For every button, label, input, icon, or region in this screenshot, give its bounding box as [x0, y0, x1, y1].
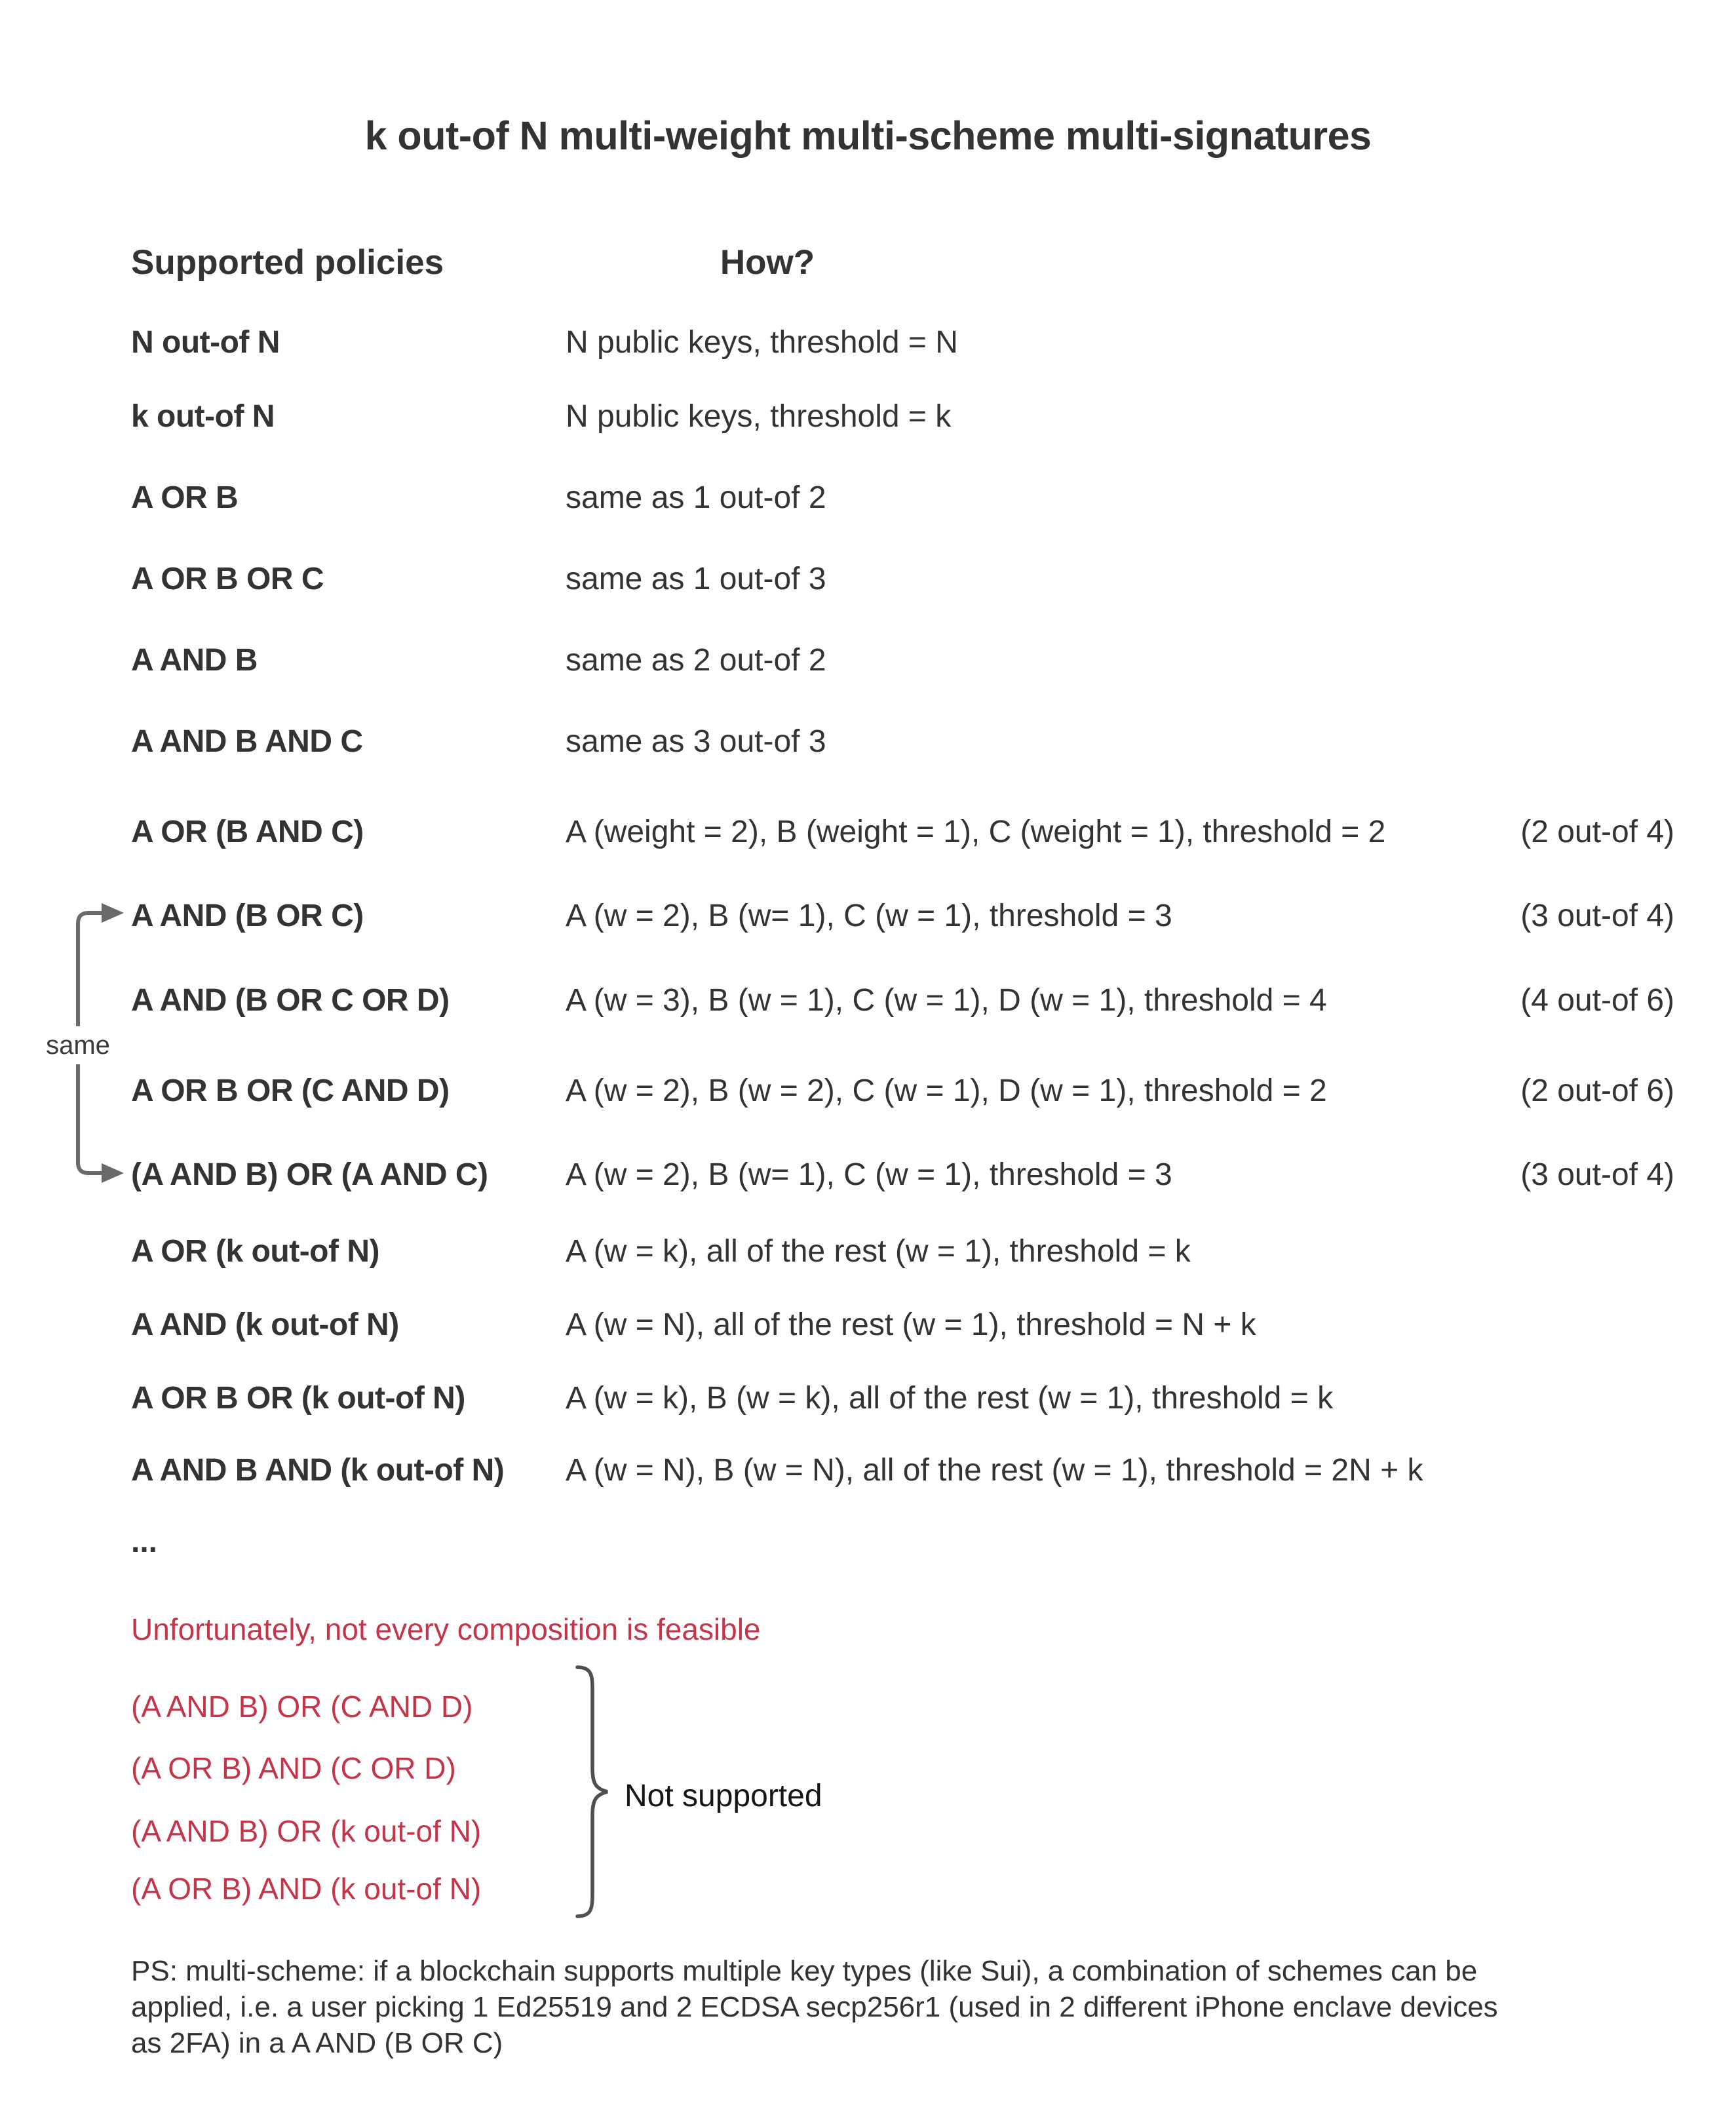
- policy-cell: A AND B: [131, 643, 258, 678]
- policy-cell: N out-of N: [131, 325, 280, 360]
- table-row: [131, 1379, 1674, 1418]
- arrow-down-right-icon: [102, 1163, 124, 1183]
- equivalent-threshold-cell: (4 out-of 6): [1520, 983, 1674, 1018]
- how-cell: A (w = 2), B (w = 2), C (w = 1), D (w = 1), threshold = 2: [566, 1073, 1327, 1108]
- ps-line: applied, i.e. a user picking 1 Ed25519 and 2 ECDSA secp256r1 (used in 2 different iPhone enclave devices: [131, 1991, 1498, 2023]
- ps-note: [131, 1953, 1658, 2061]
- how-cell: N public keys, threshold = N: [566, 325, 958, 360]
- table-row: [131, 1155, 1674, 1195]
- how-cell: A (w = N), all of the rest (w = 1), threshold = N + k: [566, 1307, 1256, 1342]
- how-cell: same as 2 out-of 2: [566, 643, 826, 678]
- how-cell: A (w = N), B (w = N), all of the rest (w = 1), threshold = 2N + k: [566, 1453, 1423, 1488]
- how-cell: A (w = 3), B (w = 1), C (w = 1), D (w = 1), threshold = 4: [566, 983, 1327, 1018]
- equivalent-threshold-cell: (3 out-of 4): [1520, 1157, 1674, 1192]
- table-row: [131, 478, 1674, 518]
- equivalent-threshold-cell: (3 out-of 4): [1520, 899, 1674, 933]
- not-supported-label: Not supported: [625, 1778, 822, 1813]
- how-cell: A (weight = 2), B (weight = 1), C (weight = 1), threshold = 2: [566, 815, 1386, 849]
- equivalent-threshold-cell: (2 out-of 4): [1520, 815, 1674, 849]
- same-label: same: [41, 1026, 115, 1064]
- table-row: [131, 1305, 1674, 1345]
- table-row: [131, 323, 1674, 362]
- policy-cell: A AND (k out-of N): [131, 1307, 399, 1342]
- policy-cell: A AND B AND C: [131, 724, 363, 759]
- policy-cell: A AND B AND (k out-of N): [131, 1453, 505, 1488]
- how-cell: A (w = 2), B (w= 1), C (w = 1), threshold = 3: [566, 899, 1172, 933]
- table-row: [131, 813, 1674, 852]
- column-header-how: How?: [720, 242, 815, 282]
- table-row: [131, 1232, 1674, 1271]
- table-row: [131, 981, 1674, 1020]
- how-cell: A (w = k), all of the rest (w = 1), threshold = k: [566, 1234, 1191, 1269]
- policy-cell: A OR (k out-of N): [131, 1234, 379, 1269]
- table-row: [131, 897, 1674, 936]
- infeasible-item: (A AND B) OR (k out-of N): [131, 1814, 482, 1848]
- policy-cell: A AND (B OR C OR D): [131, 983, 450, 1018]
- page-title: k out-of N multi-weight multi-scheme multi-signatures: [364, 113, 1372, 158]
- how-cell: same as 3 out-of 3: [566, 724, 826, 759]
- table-row: [131, 1451, 1674, 1490]
- infeasible-item: (A OR B) AND (k out-of N): [131, 1872, 482, 1906]
- equivalent-threshold-cell: (2 out-of 6): [1520, 1073, 1674, 1108]
- table-row: [131, 397, 1674, 436]
- policy-cell: k out-of N: [131, 399, 275, 434]
- table-row: [131, 722, 1674, 762]
- arrow-up-right-icon: [102, 903, 124, 923]
- table-row: [131, 641, 1674, 680]
- policy-cell: A AND (B OR C): [131, 899, 364, 933]
- how-cell: A (w = 2), B (w= 1), C (w = 1), threshold = 3: [566, 1157, 1172, 1192]
- how-cell: N public keys, threshold = k: [566, 399, 952, 434]
- infeasible-item: (A OR B) AND (C OR D): [131, 1751, 456, 1785]
- more-rows-ellipsis: ...: [131, 1524, 158, 1559]
- policy-cell: A OR B: [131, 480, 239, 515]
- how-cell: same as 1 out-of 2: [566, 480, 826, 515]
- ps-line: as 2FA) in a A AND (B OR C): [131, 2027, 503, 2059]
- policy-cell: A OR B OR (k out-of N): [131, 1381, 465, 1416]
- policy-cell: A OR B OR C: [131, 562, 324, 596]
- ps-line: PS: multi-scheme: if a blockchain supports multiple key types (like Sui), a combination of schemes can be: [131, 1955, 1478, 1987]
- infeasible-heading: Unfortunately, not every composition is feasible: [131, 1612, 761, 1646]
- curly-brace-icon: [571, 1665, 613, 1918]
- how-cell: same as 1 out-of 3: [566, 562, 826, 596]
- column-header-supported-policies: Supported policies: [131, 242, 444, 282]
- policy-cell: A OR B OR (C AND D): [131, 1073, 450, 1108]
- table-row: [131, 560, 1674, 599]
- infeasible-item: (A AND B) OR (C AND D): [131, 1690, 473, 1724]
- policy-cell: (A AND B) OR (A AND C): [131, 1157, 488, 1192]
- table-row: [131, 1072, 1674, 1111]
- policy-cell: A OR (B AND C): [131, 815, 364, 849]
- how-cell: A (w = k), B (w = k), all of the rest (w = 1), threshold = k: [566, 1381, 1334, 1416]
